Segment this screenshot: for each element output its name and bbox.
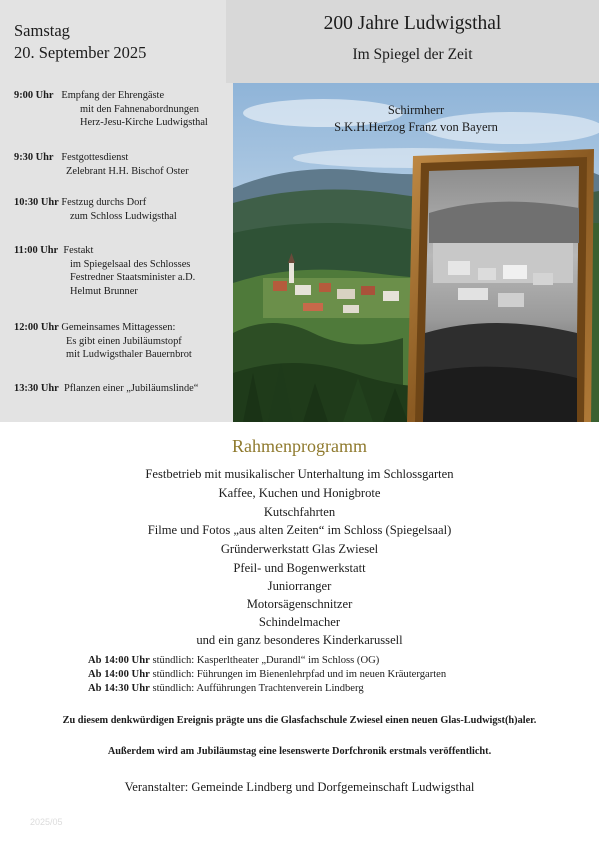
program-item: [14, 151, 189, 178]
mirror-frame: [407, 149, 594, 422]
program-text: zum Schloss Ludwigsthal: [70, 210, 177, 222]
rahmen-item: Festbetrieb mit musikalischer Unterhaltung im Schlossgarten: [145, 467, 454, 481]
rahmen-item: Pfeil- und Bogenwerkstatt: [233, 561, 366, 575]
event-day: Samstag: [14, 21, 70, 40]
landscape-photo: [233, 83, 599, 422]
schedule-item: [88, 655, 379, 666]
event-date: 20. September 2025: [14, 43, 147, 62]
program-text: Es gibt einen Jubiläumstopf: [66, 335, 182, 347]
program-text: Gemeinsames Mittagessen:: [61, 322, 176, 333]
page-title: 200 Jahre Ludwigsthal: [323, 13, 502, 34]
program-text: Helmut Brunner: [70, 285, 138, 297]
program-text: im Spiegelsaal des Schlosses: [70, 258, 191, 270]
schedule-text: stündlich: Führungen im Bienenlehrpfad und im neuen Kräutergarten: [152, 669, 447, 680]
program-time: 9:00 Uhr: [14, 90, 54, 101]
program-text: mit den Fahnenabordnungen: [80, 103, 199, 115]
organizer: Veranstalter: Gemeinde Lindberg und Dorfgemeinschaft Ludwigsthal: [124, 780, 475, 794]
program-text: Festakt: [63, 245, 94, 256]
program-time: 10:30 Uhr: [14, 197, 59, 208]
schedule-time: Ab 14:00 Uhr: [88, 655, 150, 666]
program-text: Festzug durchs Dorf: [61, 197, 147, 208]
schedule-time: Ab 14:00 Uhr: [88, 669, 150, 680]
program-time: 11:00 Uhr: [14, 245, 59, 256]
program-item: [14, 321, 192, 362]
program-text: Festgottesdienst: [61, 152, 129, 163]
rahmen-item: Filme und Fotos „aus alten Zeiten“ im Schloss (Spiegelsaal): [147, 523, 452, 537]
rahmen-item: und ein ganz besonderes Kinderkarussell: [196, 633, 403, 647]
program-item: [14, 382, 198, 396]
title-banner: [226, 0, 599, 83]
program-text: mit Ludwigsthaler Bauernbrot: [66, 349, 192, 361]
program-text: Empfang der Ehrengäste: [61, 90, 165, 101]
rahmen-item: Gründerwerkstatt Glas Zwiesel: [220, 542, 379, 556]
schedule-item: [88, 669, 446, 680]
chronicle-note: Außerdem wird am Jubiläumstag eine lesenswerte Dorfchronik erstmals veröffentlicht.: [107, 746, 492, 757]
rahmen-item: Juniorranger: [267, 579, 332, 593]
schedule-text: stündlich: Kasperltheater „Durandl“ im Schloss (OG): [152, 655, 380, 666]
rahmen-item: Kaffee, Kuchen und Honigbrote: [218, 486, 381, 500]
rahmen-item: Schindelmacher: [258, 615, 341, 629]
program-item: [14, 89, 208, 130]
program-item: [14, 196, 177, 223]
schedule-time: Ab 14:30 Uhr: [88, 683, 150, 694]
page-subtitle: Im Spiegel der Zeit: [352, 46, 473, 63]
rahmen-item: Kutschfahrten: [263, 505, 336, 519]
schedule-text: stündlich: Aufführungen Trachtenverein Lindberg: [152, 683, 364, 694]
glass-coin-note: Zu diesem denkwürdigen Ereignis prägte uns die Glasfachschule Zwiesel einen neuen Glas-Ludwigst(h)aler.: [62, 715, 537, 726]
program-text: Festredner Staatsminister a.D.: [70, 272, 196, 284]
program-time: 12:00 Uhr: [14, 322, 59, 333]
rahmen-item: Motorsägenschnitzer: [246, 597, 353, 611]
schedule-item: [88, 683, 364, 694]
program-item: [14, 244, 195, 298]
program-time: 9:30 Uhr: [14, 152, 54, 163]
watermark: 2025/05: [30, 817, 63, 827]
patron-label: Schirmherr: [387, 103, 445, 117]
program-time: 13:30 Uhr: [14, 383, 59, 394]
program-text: Zelebrant H.H. Bischof Oster: [66, 165, 189, 177]
program-text: Herz-Jesu-Kirche Ludwigsthal: [80, 117, 208, 129]
rahmenprogramm-title: Rahmenprogramm: [232, 436, 367, 456]
patron-name: S.K.H.Herzog Franz von Bayern: [334, 120, 498, 134]
program-text: Pflanzen einer „Jubiläumslinde“: [63, 383, 199, 394]
